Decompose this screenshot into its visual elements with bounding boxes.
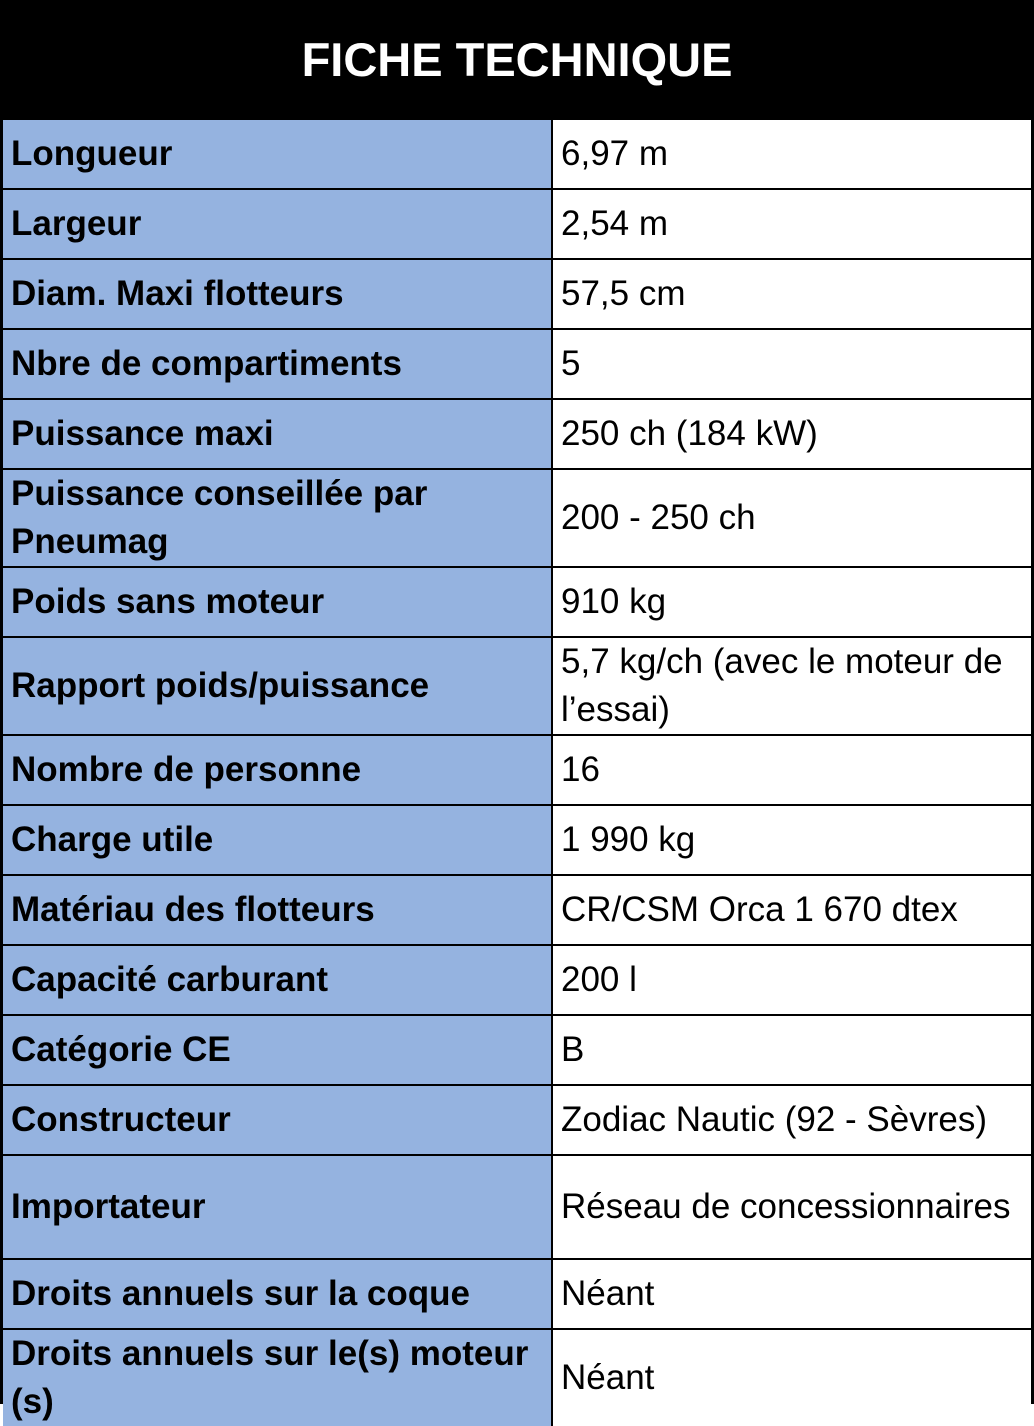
row-label: Puissance maxi xyxy=(3,399,552,469)
row-label: Longueur xyxy=(3,119,552,189)
row-value: 16 xyxy=(552,735,1031,805)
row-value: 5 xyxy=(552,329,1031,399)
table-row xyxy=(3,805,1031,875)
table-row xyxy=(3,119,1031,189)
row-value: Néant xyxy=(552,1259,1031,1329)
row-value: 57,5 cm xyxy=(552,259,1031,329)
row-label: Puissance conseillée par Pneumag xyxy=(3,469,552,567)
table-row xyxy=(3,189,1031,259)
row-label: Nbre de compartiments xyxy=(3,329,552,399)
table-row xyxy=(3,399,1031,469)
row-label: Droits annuels sur la coque xyxy=(3,1259,552,1329)
table-row xyxy=(3,329,1031,399)
row-label: Charge utile xyxy=(3,805,552,875)
row-value: 2,54 m xyxy=(552,189,1031,259)
row-value: 1 990 kg xyxy=(552,805,1031,875)
table-row xyxy=(3,1155,1031,1259)
spec-table xyxy=(3,118,1031,1426)
row-label: Catégorie CE xyxy=(3,1015,552,1085)
row-value: 910 kg xyxy=(552,567,1031,637)
row-label: Constructeur xyxy=(3,1085,552,1155)
row-value: Zodiac Nautic (92 - Sèvres) xyxy=(552,1085,1031,1155)
row-value: CR/CSM Orca 1 670 dtex xyxy=(552,875,1031,945)
table-row xyxy=(3,259,1031,329)
row-value: 6,97 m xyxy=(552,119,1031,189)
row-label: Diam. Maxi flotteurs xyxy=(3,259,552,329)
row-value: B xyxy=(552,1015,1031,1085)
row-label: Matériau des flotteurs xyxy=(3,875,552,945)
table-row xyxy=(3,1085,1031,1155)
table-row xyxy=(3,945,1031,1015)
table-row xyxy=(3,1259,1031,1329)
row-value: Néant xyxy=(552,1329,1031,1426)
sheet-title: FICHE TECHNIQUE xyxy=(3,0,1031,118)
row-label: Importateur xyxy=(3,1155,552,1259)
table-row xyxy=(3,1329,1031,1426)
row-label: Poids sans moteur xyxy=(3,567,552,637)
table-row xyxy=(3,637,1031,735)
row-label: Capacité carburant xyxy=(3,945,552,1015)
table-row xyxy=(3,469,1031,567)
row-label: Largeur xyxy=(3,189,552,259)
row-value: Réseau de concessionnaires xyxy=(552,1155,1031,1259)
table-row xyxy=(3,735,1031,805)
row-label: Droits annuels sur le(s) moteur (s) xyxy=(3,1329,552,1426)
row-value: 250 ch (184 kW) xyxy=(552,399,1031,469)
row-value: 200 - 250 ch xyxy=(552,469,1031,567)
row-value: 5,7 kg/ch (avec le moteur de l’essai) xyxy=(552,637,1031,735)
row-value: 200 l xyxy=(552,945,1031,1015)
row-label: Nombre de personne xyxy=(3,735,552,805)
table-row xyxy=(3,567,1031,637)
row-label: Rapport poids/puissance xyxy=(3,637,552,735)
table-row xyxy=(3,875,1031,945)
table-row xyxy=(3,1015,1031,1085)
